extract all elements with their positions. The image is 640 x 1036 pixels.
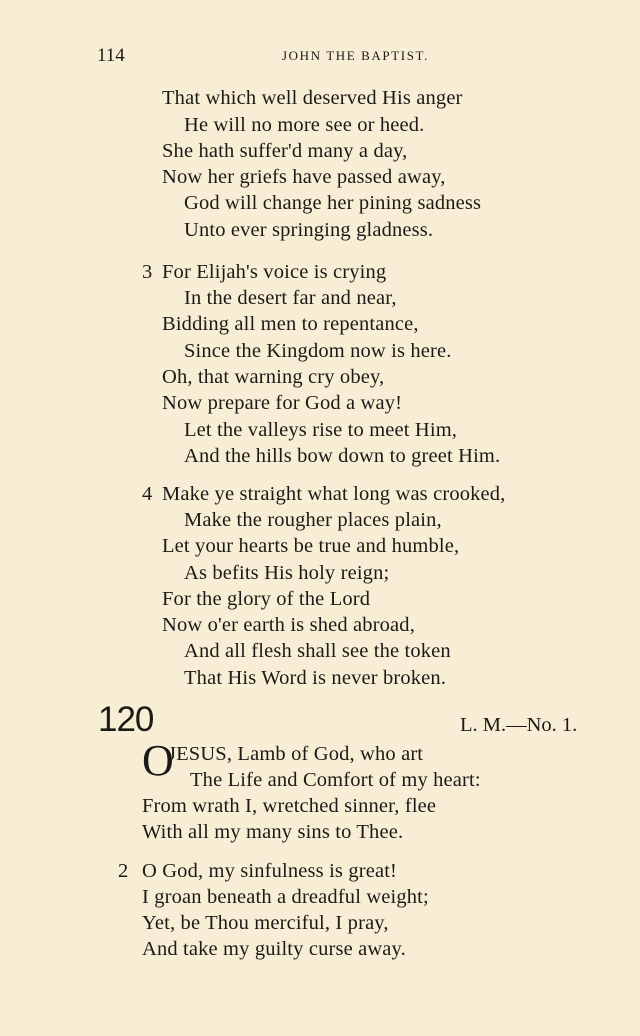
verse-line: For Elijah's voice is crying bbox=[162, 261, 387, 283]
verse-line: Unto ever springing gladness. bbox=[184, 219, 434, 241]
hymn-meter: L. M.—No. 1. bbox=[460, 714, 578, 736]
verse-line: Since the Kingdom now is here. bbox=[184, 340, 452, 362]
stanza-number: 4 bbox=[142, 483, 153, 505]
verse-line: She hath suffer'd many a day, bbox=[162, 140, 408, 162]
verse-line: And take my guilty curse away. bbox=[142, 938, 406, 960]
running-head: JOHN THE BAPTIST. bbox=[282, 48, 429, 63]
drop-cap: O bbox=[142, 736, 174, 785]
verse-line: In the desert far and near, bbox=[184, 287, 397, 309]
hymn-number: 120 bbox=[98, 700, 154, 739]
verse-line: Let your hearts be true and humble, bbox=[162, 535, 460, 557]
verse-line: For the glory of the Lord bbox=[162, 588, 371, 610]
verse-line: As befits His holy reign; bbox=[184, 562, 390, 584]
verse-line: He will no more see or heed. bbox=[184, 114, 425, 136]
verse-line: God will change her pining sadness bbox=[184, 192, 482, 214]
verse-line: The Life and Comfort of my heart: bbox=[190, 769, 481, 791]
stanza-number: 2 bbox=[118, 860, 129, 882]
verse-line: And all flesh shall see the token bbox=[184, 640, 451, 662]
verse-line: Bidding all men to repentance, bbox=[162, 313, 419, 335]
verse-line: That which well deserved His anger bbox=[162, 87, 463, 109]
verse-line: Make ye straight what long was crooked, bbox=[162, 483, 506, 505]
stanza-number: 3 bbox=[142, 261, 153, 283]
page-number: 114 bbox=[97, 45, 125, 66]
verse-line: That His Word is never broken. bbox=[184, 667, 447, 689]
verse-line: Now her griefs have passed away, bbox=[162, 166, 446, 188]
verse-line: Now o'er earth is shed abroad, bbox=[162, 614, 415, 636]
verse-line: JESUS, Lamb of God, who art bbox=[168, 743, 424, 765]
verse-line: With all my many sins to Thee. bbox=[142, 821, 404, 843]
verse-line: Make the rougher places plain, bbox=[184, 509, 442, 531]
verse-line: I groan beneath a dreadful weight; bbox=[142, 886, 429, 908]
verse-line: O God, my sinfulness is great! bbox=[142, 860, 398, 882]
verse-line: Yet, be Thou merciful, I pray, bbox=[142, 912, 389, 934]
verse-line: From wrath I, wretched sinner, flee bbox=[142, 795, 437, 817]
verse-line: Oh, that warning cry obey, bbox=[162, 366, 385, 388]
verse-line: Let the valleys rise to meet Him, bbox=[184, 419, 458, 441]
verse-line: Now prepare for God a way! bbox=[162, 392, 403, 414]
verse-line: And the hills bow down to greet Him. bbox=[184, 445, 501, 467]
